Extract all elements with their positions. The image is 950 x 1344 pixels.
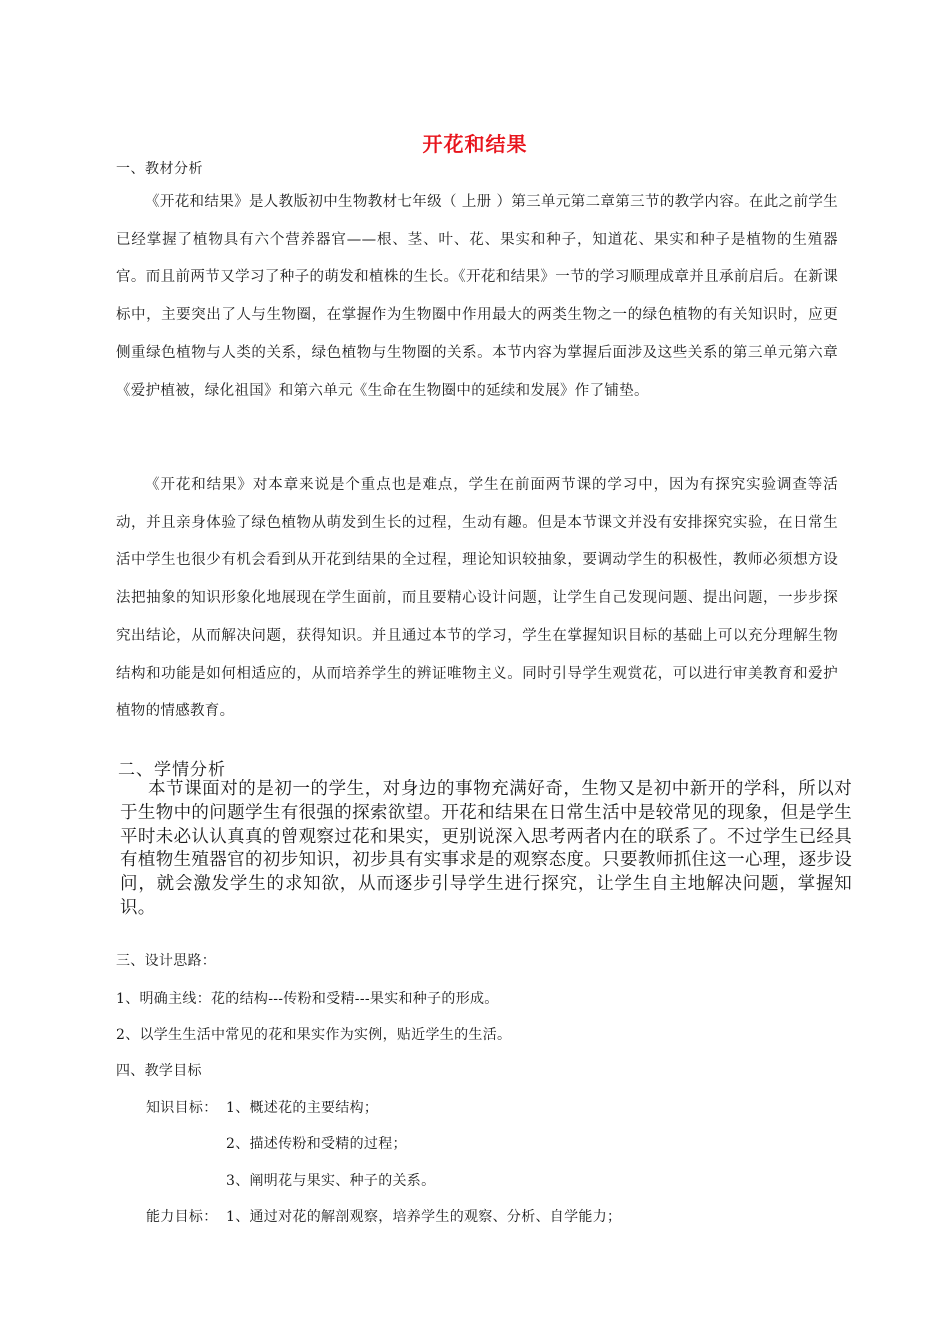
section3-heading: 三、设计思路： xyxy=(116,953,217,969)
ability-goal-label: 能力目标： xyxy=(146,1209,218,1225)
section1-paragraph-1: 《开花和结果》是人教版初中生物教材七年级（ 上册 ）第三单元第二章第三节的教学内容。在此之前学生已经掌握了植物具有六个营养器官——根、茎、叶、花、果实和种子，知道花、果实和种子是植物的生殖器官。而且前两节又学习了种子的萌发和植株的生长。《开花和结果》一节的学习顺理成章并且承前启后。在新课标中，主要突出了人与生物圈，在掌握作为生物圈中作用最大的两类生物之一的绿色植物的有关知识时，应更侧重绿色植物与人类的关系，绿色植物与生物圈的关系。本节内容为掌握后面涉及这些关系的第三单元第六章《爱护植被，绿化祖国》和第六单元《生命在生物圈中的延续和发展》作了铺垫。 xyxy=(116,194,838,399)
ability-goal-1: 1、通过对花的解剖观察，培养学生的观察、分析、自学能力； xyxy=(226,1209,622,1225)
knowledge-goal-1: 1、概述花的主要结构； xyxy=(226,1100,379,1116)
section2-heading: 二、学情分析 xyxy=(118,760,226,780)
section3-item-2: 2、以学生生活中常见的花和果实作为实例，贴近学生的生活。 xyxy=(116,1027,512,1043)
section1-paragraph-2: 《开花和结果》对本章来说是个重点也是难点，学生在前面两节课的学习中，因为有探究实验调查等活动，并且亲身体验了绿色植物从萌发到生长的过程，生动有趣。但是本节课文并没有安排探究实验，在日常生活中学生也很少有机会看到从开花到结果的全过程，理论知识较抽象，要调动学生的积极性，教师必须想方设法把抽象的知识形象化地展现在学生面前，而且要精心设计问题，让学生自己发现问题、提出问题，一步步探究出结论，从而解决问题，获得知识。并且通过本节的学习，学生在掌握知识目标的基础上可以充分理解生物结构和功能是如何相适应的，从而培养学生的辨证唯物主义。同时引导学生观赏花，可以进行审美教育和爱护植物的情感教育。 xyxy=(116,477,838,720)
knowledge-goal-2: 2、描述传粉和受精的过程； xyxy=(226,1136,407,1152)
section1-heading: 一、教材分析 xyxy=(116,161,203,177)
section3-item-1: 1、明确主线：花的结构---传粉和受精---果实和种子的形成。 xyxy=(116,991,499,1007)
knowledge-goal-label: 知识目标： xyxy=(146,1100,218,1116)
knowledge-goal-3: 3、阐明花与果实、种子的关系。 xyxy=(226,1173,436,1189)
document-title: 开花和结果 xyxy=(422,132,528,156)
section4-heading: 四、教学目标 xyxy=(116,1063,202,1079)
section2-body: 本节课面对的是初一的学生，对身边的事物充满好奇，生物又是初中新开的学科，所以对于生物中的问题学生有很强的探索欲望。开花和结果在日常生活中是较常见的现象，但是学生平时未必认认真真的曾观察过花和果实，更别说深入思考两者内在的联系了。不过学生已经具有植物生殖器官的初步知识，初步具有实事求是的观察态度。只要教师抓住这一心理，逐步设问，就会激发学生的求知欲，从而逐步引导学生进行探究，让学生自主地解决问题，掌握知识。 xyxy=(120,779,852,918)
